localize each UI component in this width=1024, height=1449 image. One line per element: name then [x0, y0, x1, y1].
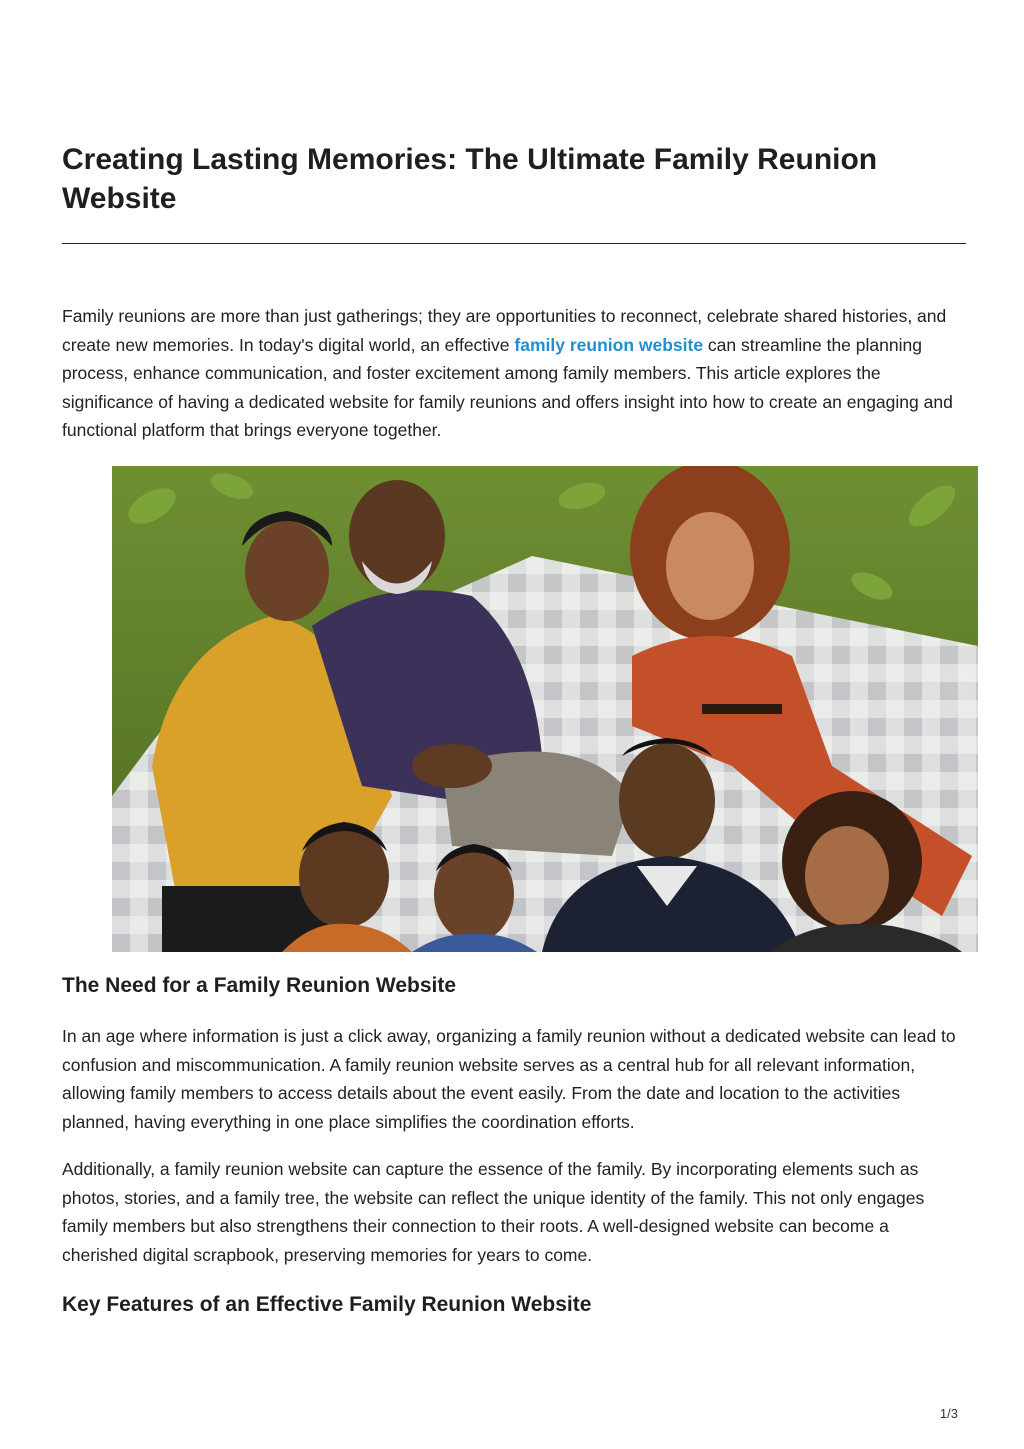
section-heading-key-features: Key Features of an Effective Family Reunion Website	[62, 1293, 592, 1316]
need-paragraph-1: In an age where information is just a click away, organizing a family reunion without a dedicated website can lead to confusion and miscommunication. A family reunion website serves as a central hub for all relevant information, allowing family members to access details about the event easily. From the date and location to the activities planned, having everything in one place simplifies the coordination efforts.	[62, 1026, 956, 1132]
family-photo	[112, 466, 978, 952]
title-divider	[62, 243, 966, 244]
intro-paragraph	[62, 302, 966, 445]
section-heading-need: The Need for a Family Reunion Website	[62, 974, 457, 997]
family-photo-illustration	[112, 466, 978, 952]
article-title: Creating Lasting Memories: The Ultimate Family Reunion Website	[62, 143, 878, 215]
intro-text-after-link: can streamline the planning process, enhance communication, and foster excitement among family members. This article explores the significance of having a dedicated website for family reunions and offers insight into how to create an engaging and functional platform that brings everyone together.	[62, 334, 953, 441]
need-paragraph-2: Additionally, a family reunion website can capture the essence of the family. By incorporating elements such as photos, stories, and a family tree, the website can reflect the unique identity of the family. This not only engages family members but also strengthens their connection to their roots. A well-designed website can become a cherished digital scrapbook, preserving memories for years to come.	[62, 1159, 925, 1265]
page-number: 1/3	[939, 1406, 958, 1421]
family-reunion-website-link[interactable]: family reunion website	[514, 334, 704, 355]
intro-text-before-link: Family reunions are more than just gatherings; they are opportunities to reconnect, celebrate shared histories, and create new memories. In today's digital world, an effective	[62, 306, 947, 355]
